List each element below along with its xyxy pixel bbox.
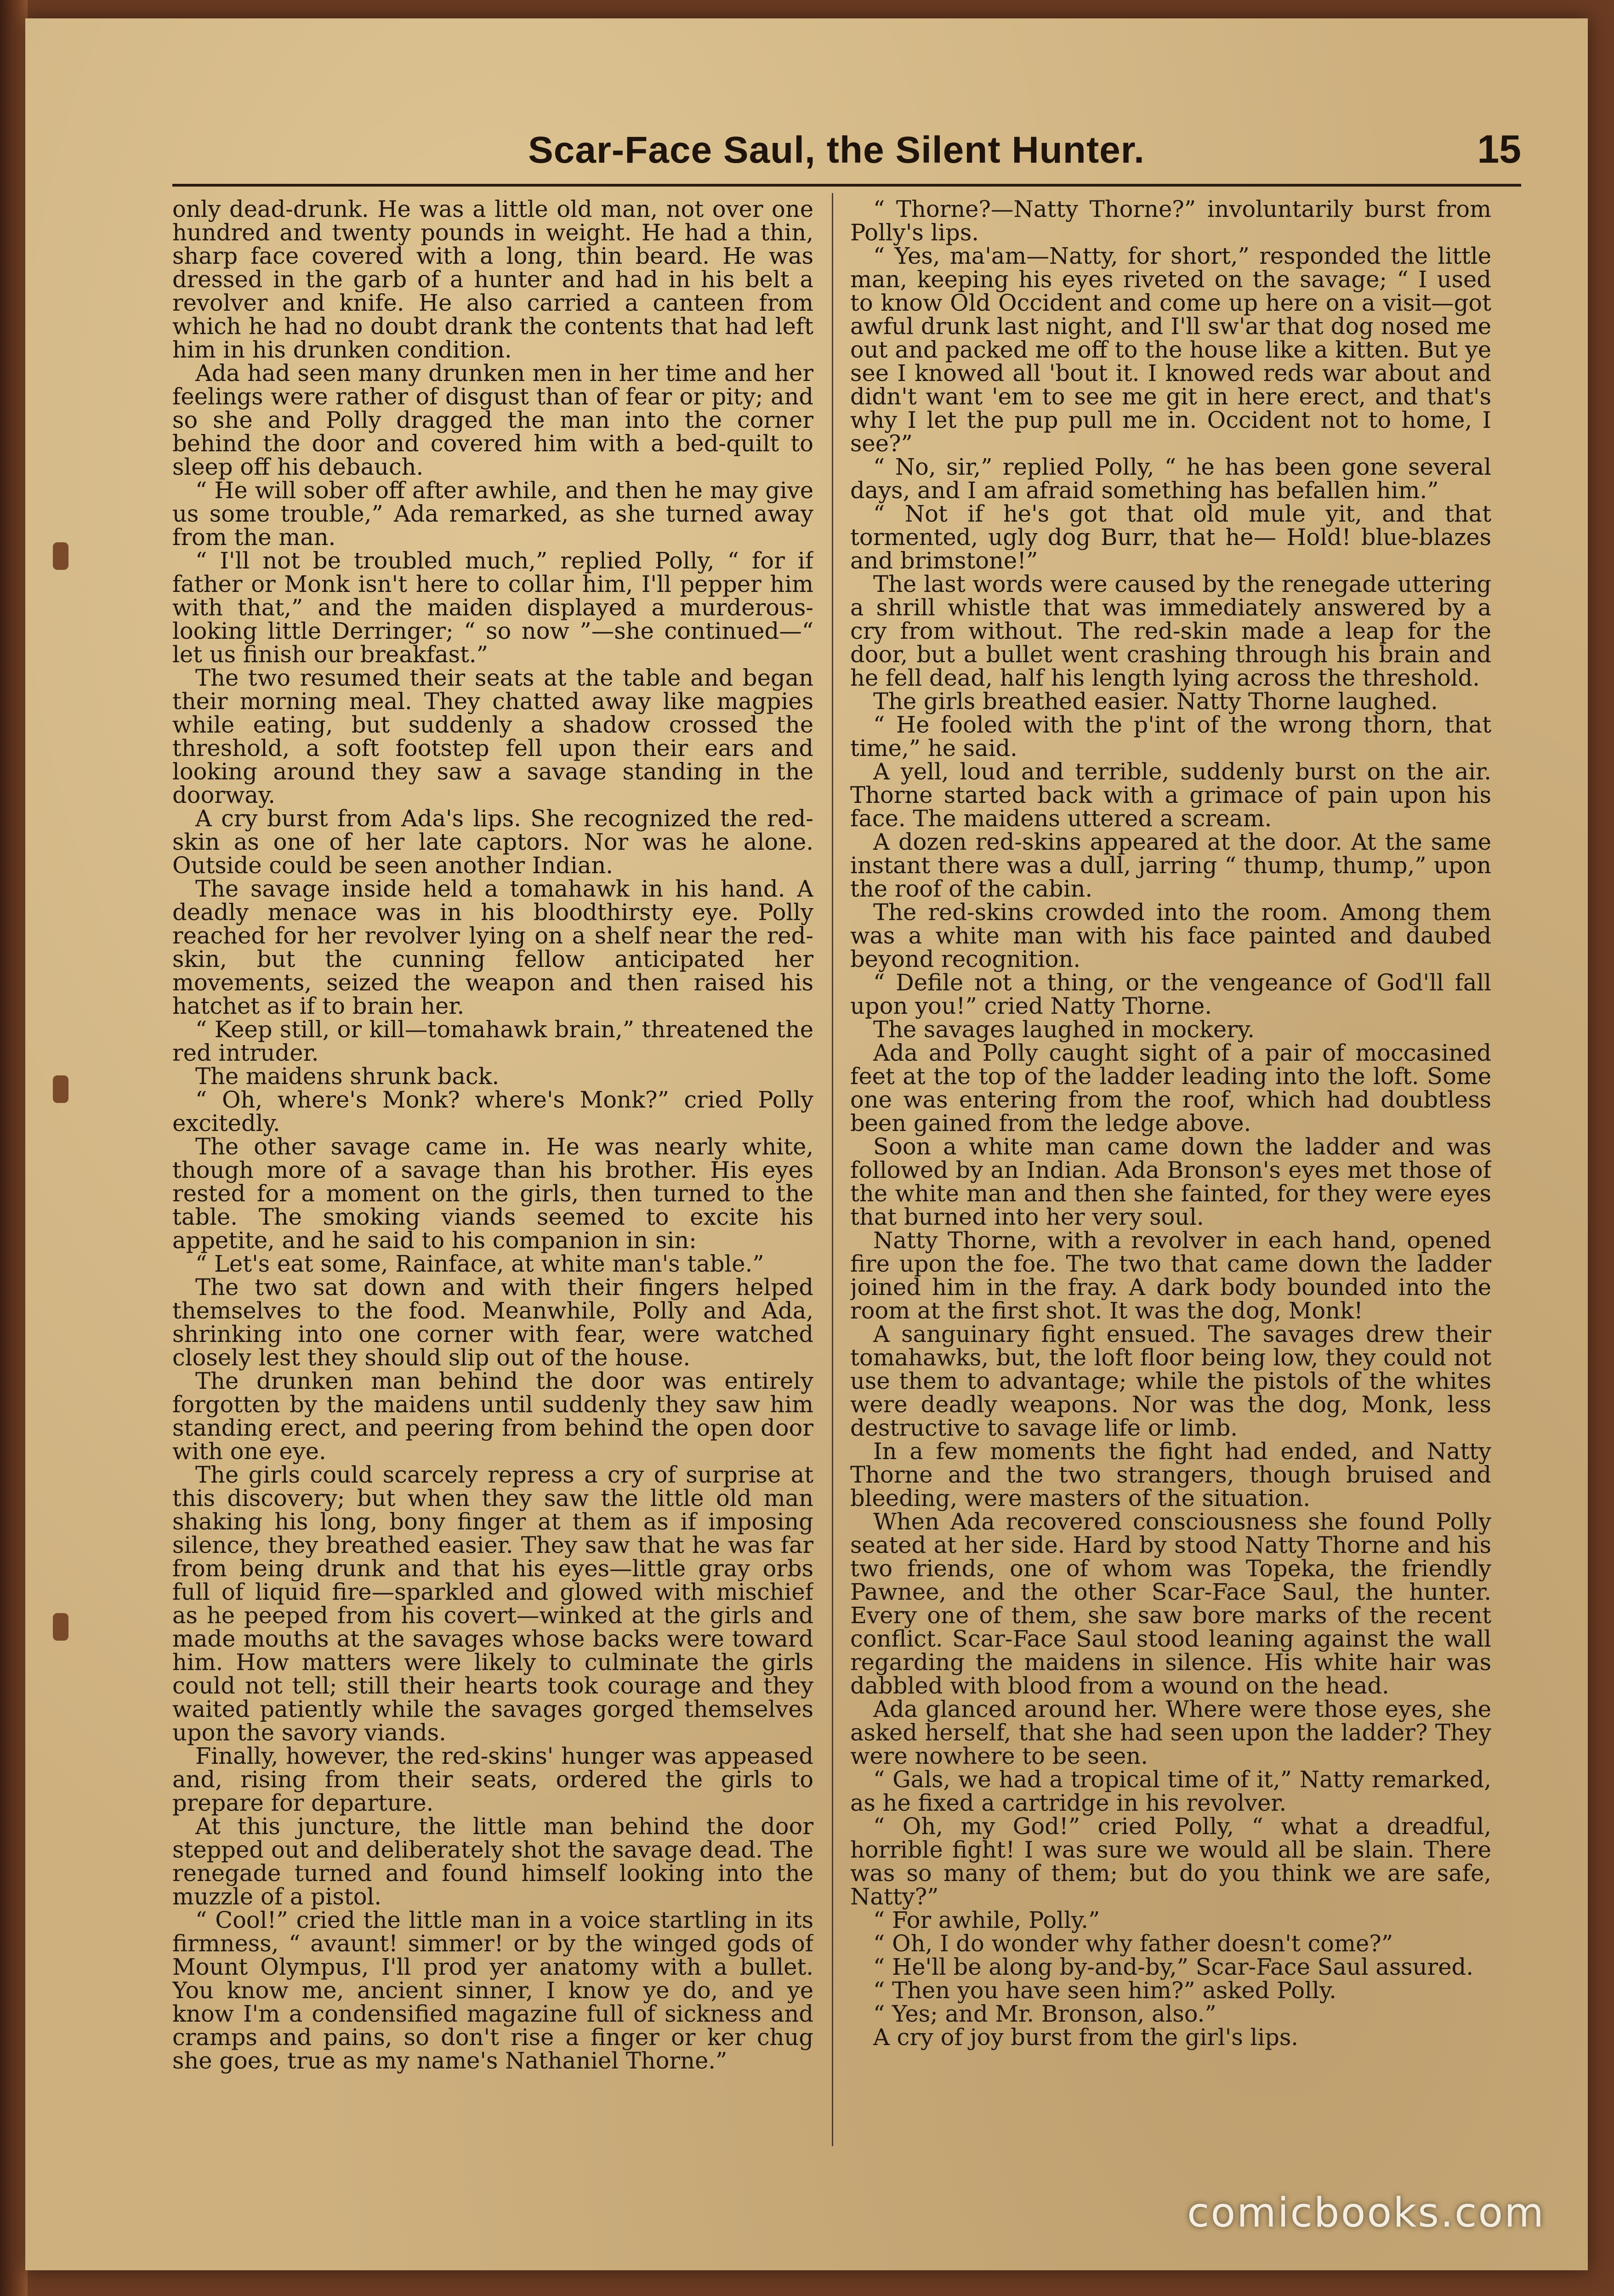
- paragraph: The savage inside held a tomahawk in his hand. A deadly menace was in his bloodthirsty eye. Polly reached for her revolver lying on a shelf near the red-skin, but the cunning fellow anticipated her movements, seized the weapon and then raised his hatchet as if to brain her.: [172, 875, 813, 1019]
- paragraph: The red-skins crowded into the room. Among them was a white man with his face painted and daubed beyond recognition.: [850, 899, 1491, 972]
- paragraph: When Ada recovered consciousness she found Polly seated at her side. Hard by stood Natty Thorne and his two friends, one of whom was Topeka, the friendly Pawnee, and the other Scar-Face Saul, the hunter. Every one of them, she saw bore marks of the recent conflict. Scar-Face Saul stood leaning against the wall regarding the maidens in silence. His white hair was dabbled with blood from a wound on the head.: [850, 1508, 1491, 1699]
- paragraph: The drunken man behind the door was entirely forgotten by the maidens until suddenly they saw him standing erect, and peering from behind the open door with one eye.: [172, 1368, 813, 1465]
- paragraph: The two resumed their seats at the table and began their morning meal. They chatted away like magpies while eating, but suddenly a shadow crossed the threshold, a soft footstep fell upon their ears and looking around they saw a savage standing in the doorway.: [172, 665, 813, 808]
- paragraph: “ Yes, ma'am—Natty, for short,” responded the little man, keeping his eyes riveted on the savage; “ I used to know Old Occident and come up here on a visit—got awful drunk last night, and I'll sw'ar that dog nosed me out and packed me off to the house like a kitten. But ye see I knowed all 'bout it. I knowed reds war about and didn't want 'em to see me git in here erect, and that's why I let the pup pull me in. Occident not to home, I see?”: [850, 243, 1491, 457]
- paragraph: “ He fooled with the p'int of the wrong thorn, that time,” he said.: [850, 711, 1491, 762]
- paragraph: “ I'll not be troubled much,” replied Polly, “ for if father or Monk isn't here to collar him, I'll pepper him with that,” and the maiden displayed a murderous-looking little Derringer; “ so now ”—she continued—“ let us finish our breakfast.”: [172, 547, 813, 668]
- paragraph: “ Oh, I do wonder why father doesn't come?”: [873, 1930, 1393, 1957]
- right-column: [850, 198, 1491, 2165]
- paragraph: In a few moments the fight had ended, and Natty Thorne and the two strangers, though bruised and bleeding, were masters of the situation.: [850, 1438, 1491, 1512]
- paragraph: Natty Thorne, with a revolver in each hand, opened fire upon the foe. The two that came down the ladder joined him in the fray. A dark body bounded into the room at the first shot. It was the dog, Monk!: [850, 1227, 1491, 1324]
- paragraph: only dead-drunk. He was a little old man, not over one hundred and twenty pounds in weight. He had a thin, sharp face covered with a long, thin beard. He was dressed in the garb of a hunter and had in his belt a revolver and knife. He also carried a canteen from which he had no doubt drank the contents that had left him in his drunken condition.: [172, 198, 813, 363]
- paragraph: Ada and Polly caught sight of a pair of moccasined feet at the top of the ladder leading into the loft. Some one was entering from the roof, which had doubtless been gained from the ledge above.: [850, 1040, 1491, 1137]
- paragraph: A cry of joy burst from the girl's lips.: [873, 2024, 1299, 2051]
- paragraph: Ada had seen many drunken men in her time and her feelings were rather of disgust than of fear or pity; and so she and Polly dragged the man into the corner behind the door and covered him with a bed-quilt to sleep off his debauch.: [172, 360, 813, 480]
- paragraph: “ Oh, my God!” cried Polly, “ what a dreadful, horrible fight! I was sure we would all be slain. There was so many of them; but do you think we are safe, Natty?”: [850, 1813, 1491, 1910]
- binding-holes: [53, 18, 71, 2270]
- binding-hole: [53, 1075, 68, 1103]
- paragraph: The maidens shrunk back.: [195, 1063, 500, 1090]
- paragraph: “ Not if he's got that old mule yit, and that tormented, ugly dog Burr, that he— Hold! blue-blazes and brimstone!”: [850, 500, 1491, 574]
- paragraph: The girls could scarcely repress a cry of surprise at this discovery; but when they saw the little old man shaking his long, bony finger at them as if imposing silence, they breathed easier. They saw that he was far from being drunk and that his eyes—little gray orbs full of liquid fire—sparkled and glowed with mischief as he peeped from his covert—winked at the girls and made mouths at the savages whose backs were toward him. How matters were likely to culminate the girls could not tell; still their hearts took courage and they waited patiently while the savages gorged themselves upon the savory viands.: [172, 1461, 813, 1746]
- paragraph: “ Cool!” cried the little man in a voice startling in its firmness, “ avaunt! simmer! or by the winged gods of Mount Olympus, I'll prod yer anatomy with a bullet. You know me, ancient sinner, I know ye do, and ye know I'm a condensified magazine full of sickness and cramps and pains, so don't rise a finger or ker chug she goes, true as my name's Nathaniel Thorne.”: [172, 1907, 813, 2074]
- paragraph: The two sat down and with their fingers helped themselves to the food. Meanwhile, Polly and Ada, shrinking into one corner with fear, were watched closely lest they should slip out of the house.: [172, 1274, 813, 1371]
- paragraph: “ Defile not a thing, or the vengeance of God'll fall upon you!” cried Natty Thorne.: [850, 969, 1491, 1019]
- paragraph: A cry burst from Ada's lips. She recognized the red-skin as one of her late captors. Nor was he alone. Outside could be seen another Indian.: [172, 805, 813, 879]
- paragraph: The last words were caused by the renegade uttering a shrill whistle that was immediately answered by a cry from without. The red-skin made a leap for the door, but a bullet went crashing through his brain and he fell dead, half his length lying across the threshold.: [850, 571, 1491, 691]
- paragraph: “ Yes; and Mr. Bronson, also.”: [873, 2000, 1216, 2027]
- paragraph: A dozen red-skins appeared at the door. At the same instant there was a dull, jarring “ thump, thump,” upon the roof of the cabin.: [850, 829, 1491, 902]
- page-number: 15: [1477, 127, 1521, 171]
- paragraph: At this juncture, the little man behind the door stepped out and deliberately shot the savage dead. The renegade turned and found himself looking into the muzzle of a pistol.: [172, 1813, 813, 1910]
- paragraph: “ Thorne?—Natty Thorne?” involuntarily burst from Polly's lips.: [850, 198, 1491, 246]
- running-header: [152, 106, 1521, 179]
- running-title: Scar-Face Saul, the Silent Hunter.: [528, 129, 1145, 171]
- paragraph: The girls breathed easier. Natty Thorne laughed.: [873, 688, 1438, 715]
- left-column: [172, 198, 813, 2165]
- paragraph: “ He will sober off after awhile, and then he may give us some trouble,” Ada remarked, as she turned away from the man.: [172, 477, 813, 551]
- paragraph: A sanguinary fight ensued. The savages drew their tomahawks, but, the loft floor being low, they could not use them to advantage; while the pistols of the whites were deadly weapons. Nor was the dog, Monk, less destructive to savage life or limb.: [850, 1321, 1491, 1441]
- book-gutter: [0, 0, 28, 2296]
- column-divider: [832, 193, 833, 2146]
- binding-hole: [53, 1613, 68, 1641]
- paragraph: “ Oh, where's Monk? where's Monk?” cried Polly excitedly.: [172, 1086, 813, 1137]
- paragraph: The savages laughed in mockery.: [873, 1016, 1255, 1043]
- paragraph: Ada glanced around her. Where were those eyes, she asked herself, that she had seen upon the ladder? They were nowhere to be seen.: [850, 1696, 1491, 1769]
- paragraph: A yell, loud and terrible, suddenly burst on the air. Thorne started back with a grimace of pain upon his face. The maidens uttered a scream.: [850, 758, 1491, 832]
- paragraph: “ Let's eat some, Rainface, at white man's table.”: [195, 1250, 764, 1277]
- paragraph: “ Gals, we had a tropical time of it,” Natty remarked, as he fixed a cartridge in his revolver.: [850, 1766, 1491, 1816]
- binding-hole: [53, 542, 68, 570]
- header-rule: [172, 184, 1521, 187]
- paragraph: “ Then you have seen him?” asked Polly.: [873, 1977, 1336, 2004]
- paragraph: Soon a white man came down the ladder and was followed by an Indian. Ada Bronson's eyes met those of the white man and then she fainted, for they were eyes that burned into her very soul.: [850, 1133, 1491, 1230]
- watermark: comicbooks.com: [1187, 2189, 1545, 2236]
- paragraph: The other savage came in. He was nearly white, though more of a savage than his brother. His eyes rested for a moment on the girls, then turned to the table. The smoking viands seemed to excite his appetite, and he said to his companion in sin:: [172, 1133, 813, 1254]
- paragraph: “ For awhile, Polly.”: [873, 1907, 1100, 1933]
- paragraph: “ No, sir,” replied Polly, “ he has been gone several days, and I am afraid something has befallen him.”: [850, 454, 1491, 504]
- paragraph: Finally, however, the red-skins' hunger was appeased and, rising from their seats, ordered the girls to prepare for departure.: [172, 1743, 813, 1816]
- paragraph: “ He'll be along by-and-by,” Scar-Face Saul assured.: [873, 1954, 1473, 1980]
- paragraph: “ Keep still, or kill—tomahawk brain,” threatened the red intruder.: [172, 1016, 813, 1066]
